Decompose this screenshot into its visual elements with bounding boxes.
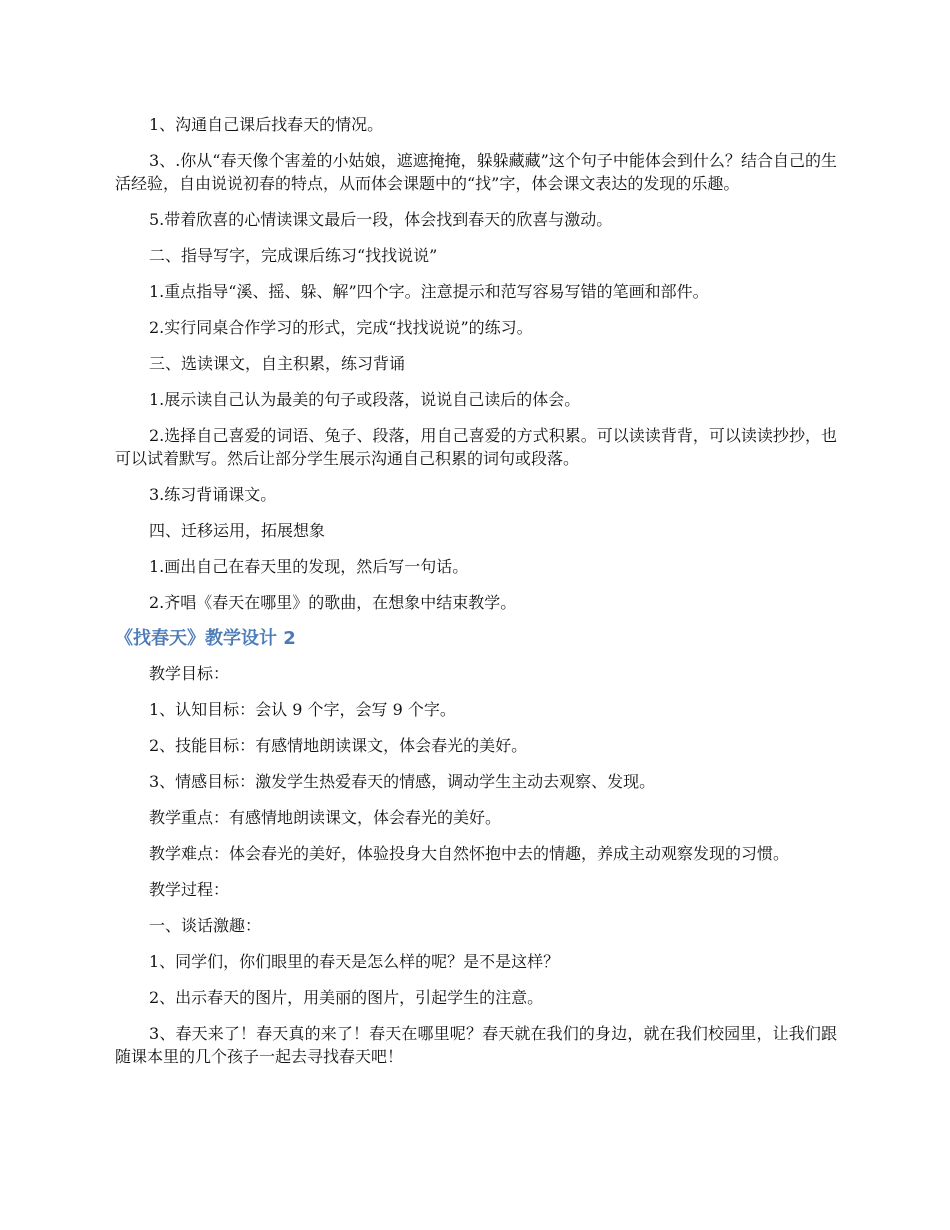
section-subheading: 三、选读课文，自主积累，练习背诵 [149, 354, 406, 373]
paragraph: 2.选择自己喜爱的词语、兔子、段落，用自己喜爱的方式积累。可以读读背背，可以读读抄抄，也可以试着默写。然后让部分学生展示沟通自己积累的词句或段落。 [115, 426, 837, 468]
paragraph: 1.画出自己在春天里的发现，然后写一句话。 [149, 557, 469, 576]
paragraph: 2.实行同桌合作学习的形式，完成“找找说说”的练习。 [149, 318, 533, 337]
paragraph: 教学目标： [149, 664, 230, 683]
paragraph: 5.带着欣喜的心情读课文最后一段，体会找到春天的欣喜与激动。 [149, 210, 613, 229]
paragraph: 3、春天来了！春天真的来了！春天在哪里呢？春天就在我们的身边，就在我们校园里，让我们跟随课本里的几个孩子一起去寻找春天吧！ [115, 1024, 837, 1066]
paragraph: 3、.你从“春天像个害羞的小姑娘，遮遮掩掩，躲躲藏藏”这个句子中能体会到什么？结合自己的生活经验，自由说说初春的特点，从而体会课题中的“找”字，体会课文表达的发现的乐趣。 [115, 151, 837, 193]
paragraph: 1.展示读自己认为最美的句子或段落，说说自己读后的体会。 [149, 390, 581, 409]
paragraph: 教学重点：有感情地朗读课文，体会春光的美好。 [149, 808, 502, 827]
paragraph: 教学过程： [149, 880, 230, 899]
paragraph: 1、沟通自己课后找春天的情况。 [149, 115, 384, 134]
section-heading: 《找春天》教学设计 2 [115, 628, 296, 649]
paragraph: 一、谈话激趣： [149, 916, 262, 935]
paragraph: 1、同学们，你们眼里的春天是怎么样的呢？是不是这样？ [149, 952, 560, 971]
paragraph: 2、技能目标：有感情地朗读课文，体会春光的美好。 [149, 736, 528, 755]
paragraph: 1、认知目标：会认 9 个字，会写 9 个字。 [149, 700, 456, 719]
paragraph: 2.齐唱《春天在哪里》的歌曲，在想象中结束教学。 [149, 593, 517, 612]
section-subheading: 二、指导写字，完成课后练习“找找说说” [149, 246, 438, 265]
paragraph: 2、出示春天的图片，用美丽的图片，引起学生的注意。 [149, 988, 544, 1007]
paragraph: 3、情感目标：激发学生热爱春天的情感，调动学生主动去观察、发现。 [149, 772, 656, 791]
paragraph: 3.练习背诵课文。 [149, 485, 277, 504]
document-page [115, 113, 837, 1081]
section-subheading: 四、迁移运用，拓展想象 [149, 521, 326, 540]
paragraph: 教学难点：体会春光的美好，体验投身大自然怀抱中去的情趣，养成主动观察发现的习惯。 [149, 844, 790, 863]
paragraph: 1.重点指导“溪、摇、躲、解”四个字。注意提示和范写容易写错的笔画和部件。 [149, 282, 709, 301]
